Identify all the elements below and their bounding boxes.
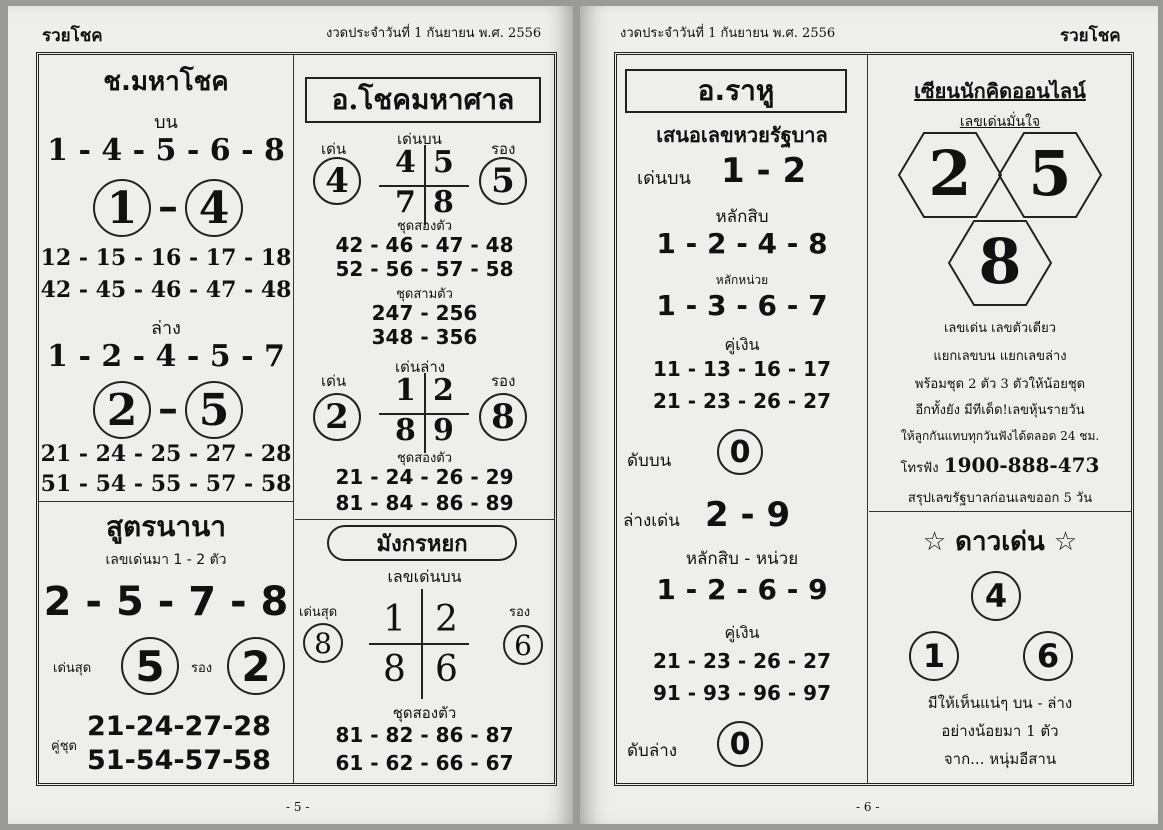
star-left-value: 1 xyxy=(909,631,959,681)
mangkon-grid xyxy=(369,589,469,699)
best2-label: เด่น xyxy=(321,372,347,390)
info-line6: สรุปเลขรัฐบาลก่อนเลขออก 5 วัน xyxy=(907,491,1093,506)
grid-cell: 8 xyxy=(433,185,454,220)
info-line4: อีกทั้งยัง มีทีเด็ด!เลขหุ้นรายวัน xyxy=(915,403,1085,418)
hex-value: 8 xyxy=(978,225,1022,298)
left-header-date: งวดประจำวันที่ 1 กันยายน พ.ศ. 2556 xyxy=(326,26,542,41)
two2-label: ชุดสองตัว xyxy=(396,451,453,466)
close-lower-label: ดับล่าง xyxy=(627,741,678,761)
section-divider xyxy=(39,501,293,502)
right-header-date: งวดประจำวันที่ 1 กันยายน พ.ศ. 2556 xyxy=(620,26,836,41)
mangkon-subtitle: เลขเด่นบน xyxy=(387,567,462,586)
left-page-number: - 5 - xyxy=(286,800,310,814)
lower-grid xyxy=(379,373,469,453)
info-line5: ให้ลูกกันแทบทุกวันฟังได้ตลอด 24 ชม. xyxy=(900,429,1100,443)
left-page xyxy=(8,6,573,824)
star-line3: จาก... หนุ่มอีสาน xyxy=(943,750,1057,768)
lower-pair-2: 5 xyxy=(185,381,243,439)
second-value: 6 xyxy=(503,625,543,665)
best-value: 8 xyxy=(303,623,343,663)
second-value: 5 xyxy=(479,157,527,205)
two2-row2: 81 - 84 - 86 - 89 xyxy=(335,491,514,515)
upper-pair-2: 4 xyxy=(185,179,243,237)
three-row2: 348 - 356 xyxy=(371,325,478,349)
second-value: 2 xyxy=(227,637,285,695)
units-label: หลักหน่วย xyxy=(715,273,769,287)
second-label: รอง xyxy=(491,140,516,158)
phone-line xyxy=(869,453,1131,478)
star-line1: มีให้เห็นแน่ๆ บน - ล่าง xyxy=(927,694,1073,712)
star-top-value: 4 xyxy=(971,571,1021,621)
second-label: รอง xyxy=(191,661,213,676)
tu-value: 1 - 2 - 6 - 9 xyxy=(656,573,828,606)
lower-grid-label: เด่นล่าง xyxy=(395,358,446,376)
right-header-title: รวยโชค xyxy=(1060,26,1121,46)
money2-row1: 21 - 23 - 26 - 27 xyxy=(652,649,831,673)
grid-cell: 2 xyxy=(435,599,458,640)
grid-cell: 5 xyxy=(433,145,454,180)
grid-cell: 1 xyxy=(383,599,406,640)
two-row2: 52 - 56 - 57 - 58 xyxy=(335,257,514,281)
upper-row2: 42 - 45 - 46 - 47 - 48 xyxy=(40,277,292,303)
section-divider xyxy=(295,519,554,520)
pair-dash: – xyxy=(158,385,178,432)
upper-set: 1 - 4 - 5 - 6 - 8 xyxy=(47,133,285,168)
right-page-number: - 6 - xyxy=(856,800,880,814)
sutnana-digits: 2 - 5 - 7 - 8 xyxy=(43,579,289,625)
sutnana-subtitle: เลขเด่นมา 1 - 2 ตัว xyxy=(105,552,227,568)
second2-value: 8 xyxy=(479,393,527,441)
second-label: รอง xyxy=(509,605,531,620)
units-value: 1 - 3 - 6 - 7 xyxy=(656,289,828,322)
pair-row1: 21-24-27-28 xyxy=(87,711,271,742)
money-label: คู่เงิน xyxy=(724,335,760,354)
grid-cell: 9 xyxy=(433,413,454,448)
lower-label: ล่าง xyxy=(151,318,181,339)
two2-row1: 21 - 24 - 26 - 29 xyxy=(335,465,514,489)
section-divider xyxy=(869,511,1131,512)
two-row2: 61 - 62 - 66 - 67 xyxy=(335,751,514,775)
grid-cell: 8 xyxy=(383,649,406,690)
star-right-value: 6 xyxy=(1023,631,1073,681)
upper-grid-label: เด่นบน xyxy=(397,130,442,148)
right-page xyxy=(580,6,1158,824)
orahu-subtitle: เสนอเลขหวยรัฐบาล xyxy=(656,123,828,147)
pair-dash: – xyxy=(158,183,178,230)
mangkon-title: มังกรหยก xyxy=(327,525,517,561)
close-upper-value: 0 xyxy=(717,429,763,475)
second2-label: รอง xyxy=(491,372,516,390)
left-col1 xyxy=(39,55,293,783)
best-value: 5 xyxy=(121,637,179,695)
money-row1: 11 - 13 - 16 - 17 xyxy=(652,357,831,381)
sutnana-title: สูตรนานา xyxy=(105,510,227,543)
best-value: 4 xyxy=(313,157,361,205)
ochok-title: อ.โชคมหาศาล xyxy=(305,77,541,123)
grid-cell: 2 xyxy=(433,373,454,408)
three-row1: 247 - 256 xyxy=(371,301,478,325)
phone-number: 1900-888-473 xyxy=(943,453,1100,477)
info-line2: แยกเลขบน แยกเลขล่าง xyxy=(933,349,1067,364)
upper-label: เด่นบน xyxy=(637,168,691,189)
right-frame xyxy=(614,52,1134,786)
phone-label: โทรฟัง xyxy=(900,461,939,476)
left-header-title: รวยโชค xyxy=(42,26,103,46)
grid-cell: 7 xyxy=(395,185,416,220)
left-column-divider xyxy=(293,55,294,783)
two-label: ชุดสองตัว xyxy=(392,704,457,722)
lower-set: 1 - 2 - 4 - 5 - 7 xyxy=(47,339,285,374)
best2-value: 2 xyxy=(313,393,361,441)
best-label: เด่นสุด xyxy=(53,661,92,676)
lower-pair-1: 2 xyxy=(93,381,151,439)
upper-grid xyxy=(379,145,469,225)
chor-mahachok-title: ช.มหาโชค xyxy=(103,67,229,97)
hex-value: 5 xyxy=(1028,137,1072,210)
orahu-title: อ.ราหู xyxy=(625,69,847,113)
lower-value: 2 - 9 xyxy=(705,495,791,535)
money2-label: คู่เงิน xyxy=(724,623,760,642)
money2-row2: 91 - 93 - 96 - 97 xyxy=(652,681,831,705)
right-col2 xyxy=(869,55,1131,783)
two-label: ชุดสองตัว xyxy=(396,219,453,234)
three-label: ชุดสามตัว xyxy=(396,287,453,302)
tens-value: 1 - 2 - 4 - 8 xyxy=(656,227,828,260)
right-col1 xyxy=(617,55,867,783)
upper-value: 1 - 2 xyxy=(721,151,807,191)
tens-label: หลักสิบ xyxy=(715,207,769,227)
two-row1: 81 - 82 - 86 - 87 xyxy=(335,723,514,747)
info-line3: พร้อมชุด 2 ตัว 3 ตัวให้น้อยชุด xyxy=(914,377,1086,392)
money-row2: 21 - 23 - 26 - 27 xyxy=(652,389,831,413)
lower-row1: 21 - 24 - 25 - 27 - 28 xyxy=(40,441,292,467)
grid-cell: 4 xyxy=(395,145,416,180)
lower-row2: 51 - 54 - 55 - 57 - 58 xyxy=(40,471,292,497)
star-line2: อย่างน้อยมา 1 ตัว xyxy=(941,722,1059,740)
pair-row2: 51-54-57-58 xyxy=(87,745,271,776)
left-col2 xyxy=(295,55,554,783)
pair-label: คู่ชุด xyxy=(51,739,77,754)
two-row1: 42 - 46 - 47 - 48 xyxy=(335,233,514,257)
close-upper-label: ดับบน xyxy=(627,451,672,471)
grid-cell: 1 xyxy=(395,373,416,408)
upper-label: บน xyxy=(154,112,178,133)
grid-cell: 6 xyxy=(435,649,458,690)
daoden-title: ☆ ดาวเด่น ☆ xyxy=(922,527,1078,557)
lower-label: ล่างเด่น xyxy=(623,511,680,531)
right-column-divider xyxy=(867,55,868,783)
sian-subtitle: เลขเด่นมั่นใจ xyxy=(959,114,1041,130)
upper-pair-1: 1 xyxy=(93,179,151,237)
close-lower-value: 0 xyxy=(717,721,763,767)
sian-title: เซียนนักคิดออนไลน์ xyxy=(914,79,1086,103)
grid-cell: 8 xyxy=(395,413,416,448)
tu-label: หลักสิบ - หน่วย xyxy=(685,549,799,569)
info-line1: เลขเด่น เลขตัวเดียว xyxy=(943,321,1057,336)
best-label: เด่น xyxy=(321,140,347,158)
left-frame xyxy=(36,52,557,786)
upper-row1: 12 - 15 - 16 - 17 - 18 xyxy=(40,245,292,271)
hex-value: 2 xyxy=(928,137,972,210)
best-label: เด่นสุด xyxy=(299,605,338,620)
